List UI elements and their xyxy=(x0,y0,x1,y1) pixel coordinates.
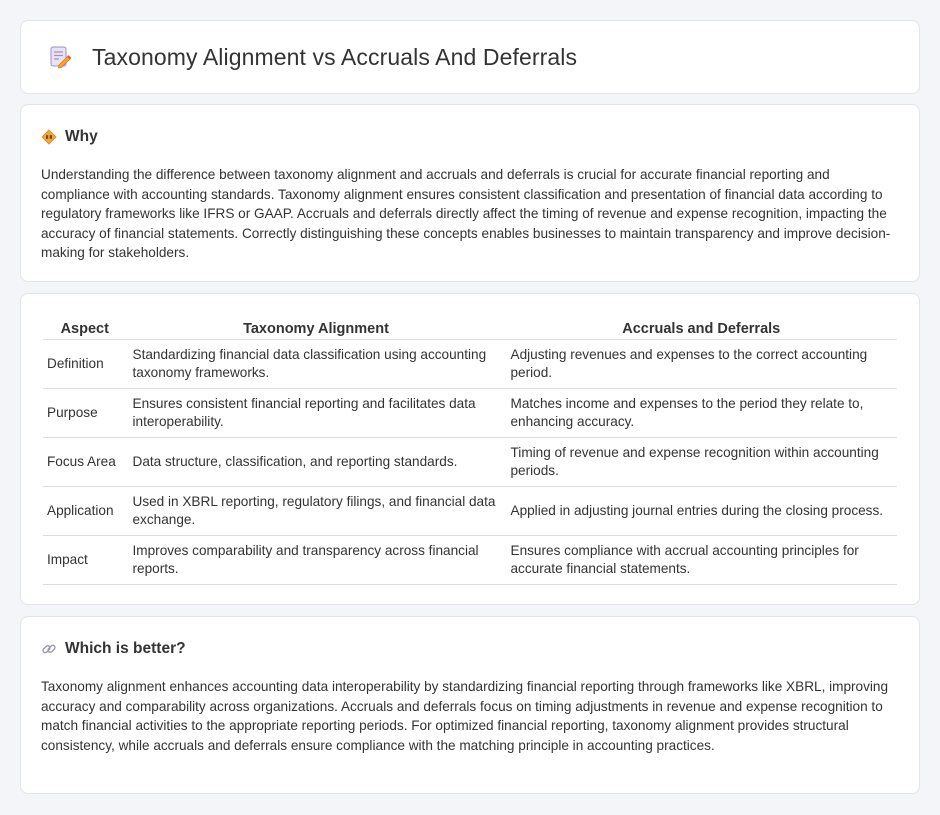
table-row xyxy=(43,486,897,535)
row-aspect: Impact xyxy=(43,535,127,584)
comparison-card xyxy=(20,293,920,605)
row-accruals-cell: Timing of revenue and expense recognition within accounting periods. xyxy=(505,437,897,486)
which-heading xyxy=(41,639,899,659)
row-aspect: Application xyxy=(43,486,127,535)
diamond-warning-icon xyxy=(41,129,57,145)
link-icon xyxy=(41,641,57,657)
row-aspect: Focus Area xyxy=(43,437,127,486)
row-aspect: Definition xyxy=(43,339,127,388)
row-accruals-cell: Matches income and expenses to the period they relate to, enhancing accuracy. xyxy=(505,388,897,437)
table-row xyxy=(43,437,897,486)
table-header-row xyxy=(43,314,897,339)
row-taxonomy-cell: Improves comparability and transparency across financial reports. xyxy=(127,535,505,584)
which-text: Taxonomy alignment enhances accounting data interoperability by standardizing financial reporting through frameworks like XBRL, improving accuracy and comparability across organizations. Accruals and deferrals focus on timing adjustments in revenue and expense recognition to match financial activities to the appropriate reporting periods. For optimized financial reporting, taxonomy alignment provides structural consistency, while accruals and deferrals ensure compliance with the matching principle in accounting practices. xyxy=(41,679,889,753)
row-accruals-cell: Ensures compliance with accrual accounting principles for accurate financial statements. xyxy=(505,535,897,584)
row-aspect: Purpose xyxy=(43,388,127,437)
table-row xyxy=(43,388,897,437)
why-card xyxy=(20,104,920,282)
which-card xyxy=(20,616,920,794)
header-accruals-deferrals: Accruals and Deferrals xyxy=(505,314,897,339)
comparison-table xyxy=(43,314,897,585)
row-taxonomy-cell: Data structure, classification, and reporting standards. xyxy=(127,437,505,486)
header-taxonomy-alignment: Taxonomy Alignment xyxy=(127,314,505,339)
why-text: Understanding the difference between taxonomy alignment and accruals and deferrals is crucial for accurate financial reporting and compliance with accounting standards. Taxonomy alignment ensures consistent classification and presentation of financial data according to regulatory frameworks like IFRS or GAAP. Accruals and deferrals directly affect the timing of revenue and expense recognition, impacting the accuracy of financial statements. Correctly distinguishing these concepts enables businesses to maintain transparency and improve decision-making for stakeholders. xyxy=(41,167,891,261)
why-title: Why xyxy=(65,128,98,145)
table-row xyxy=(43,339,897,388)
row-taxonomy-cell: Used in XBRL reporting, regulatory filings, and financial data exchange. xyxy=(127,486,505,535)
table-row xyxy=(43,535,897,584)
which-title: Which is better? xyxy=(65,640,186,657)
title-card xyxy=(20,20,920,94)
row-accruals-cell: Adjusting revenues and expenses to the correct accounting period. xyxy=(505,339,897,388)
row-taxonomy-cell: Standardizing financial data classification using accounting taxonomy frameworks. xyxy=(127,339,505,388)
header-aspect: Aspect xyxy=(43,314,127,339)
page-title: Taxonomy Alignment vs Accruals And Deferrals xyxy=(92,43,578,70)
row-accruals-cell: Applied in adjusting journal entries during the closing process. xyxy=(505,486,897,535)
row-taxonomy-cell: Ensures consistent financial reporting and facilitates data interoperability. xyxy=(127,388,505,437)
why-heading xyxy=(41,127,899,147)
document-edit-icon xyxy=(47,44,73,70)
